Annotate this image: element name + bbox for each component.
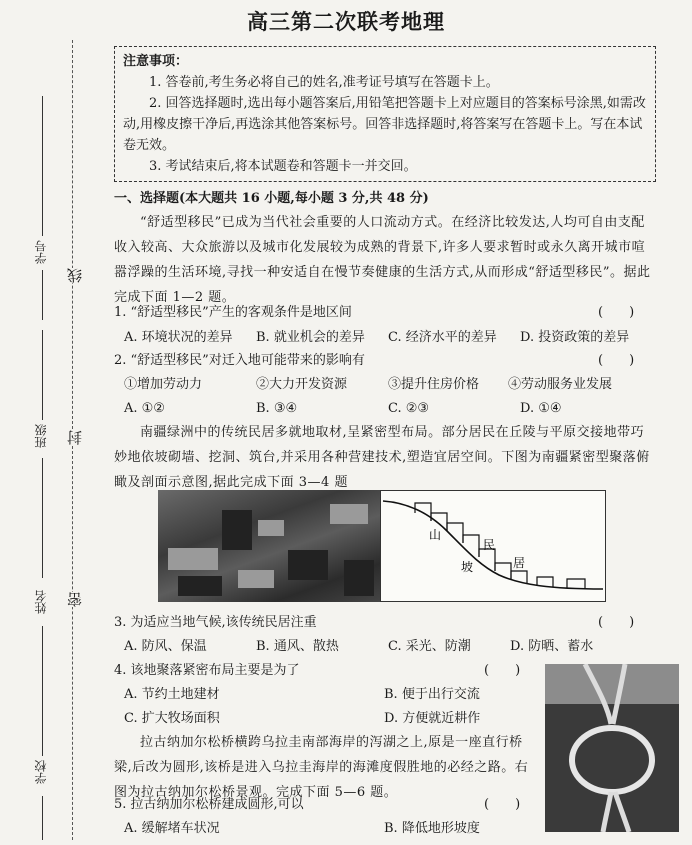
- question-5-stem: 5. 拉古纳加尔松桥建成圆形,可以: [114, 797, 304, 812]
- answer-paren: ( ): [598, 353, 635, 368]
- school-label: 学校: [34, 760, 48, 784]
- option-d: D. 投资政策的差异: [520, 330, 630, 345]
- statement-3: ③提升住房价格: [388, 377, 480, 392]
- blank-line: [42, 270, 43, 320]
- student-id-blank: [42, 96, 43, 236]
- option-c: C. ②③: [388, 401, 430, 416]
- statement-4: ④劳动服务业发展: [508, 377, 613, 392]
- school-blank: [42, 796, 43, 840]
- statement-1: ①增加劳动力: [124, 377, 203, 392]
- question-1-stem: 1. “舒适型移民”产生的客观条件是地区间: [114, 305, 352, 320]
- option-d: D. 方便就近耕作: [384, 711, 481, 726]
- student-id-label: 学号: [34, 240, 48, 264]
- answer-paren: ( ): [598, 615, 635, 630]
- option-c: C. 采光、防潮: [388, 639, 471, 654]
- option-a: A. ①②: [124, 401, 165, 416]
- notice-item: 1. 答卷前,考生务必将自己的姓名,准考证号填写在答题卡上。: [149, 75, 499, 90]
- class-label: 班级: [34, 424, 48, 448]
- bridge-photo-svg: [545, 664, 679, 832]
- question-2-stem: 2. “舒适型移民”对迁入地可能带来的影响有: [114, 353, 365, 368]
- diagram-label-slope: 坡: [461, 560, 474, 574]
- option-a: A. 防风、保温: [124, 639, 207, 654]
- option-b: B. 通风、散热: [256, 639, 339, 654]
- notice-box: [114, 46, 656, 182]
- diagram-label-mountain: 山: [429, 528, 442, 542]
- passage-2: 南疆绿洲中的传统民居多就地取材,呈紧密型布局。部分居民在丘陵与平原交接地带巧妙地依坡砌墙、挖洞、筑台,并采用各种营建技术,塑造宜居空间。下图为南疆紧密型聚落俯瞰及剖面示意图,据此完成下面 3—4 题: [114, 425, 650, 490]
- option-d: D. 防晒、蓄水: [510, 639, 594, 654]
- settlement-cross-section-diagram: [380, 490, 606, 602]
- bridge-photo: [545, 664, 679, 832]
- notice-item: 3. 考试结束后,将本试题卷和答题卡一并交回。: [149, 159, 417, 174]
- option-a: A. 环境状况的差异: [124, 330, 233, 345]
- cross-section-svg: [381, 491, 605, 601]
- class-blank: [42, 330, 43, 420]
- cut-mark-line: 线: [66, 268, 84, 283]
- name-label: 姓名: [34, 590, 48, 614]
- option-b: B. 便于出行交流: [384, 687, 480, 702]
- passage-3: 拉古纳加尔松桥横跨乌拉圭南部海岸的泻湖之上,原是一座直行桥梁,后改为圆形,该桥是进入乌拉圭海岸的海滩度假胜地的必经之路。右图为拉古纳加尔松桥景观。完成下面 5—6 题。: [114, 735, 529, 800]
- option-c: C. 扩大牧场面积: [124, 711, 220, 726]
- statement-2: ②大力开发资源: [256, 377, 348, 392]
- option-a: A. 节约土地建材: [124, 687, 220, 702]
- answer-paren: ( ): [484, 797, 521, 812]
- option-b: B. ③④: [256, 401, 298, 416]
- option-b: B. 降低地形坡度: [384, 821, 480, 836]
- binding-margin: [10, 0, 100, 845]
- answer-paren: ( ): [484, 663, 521, 678]
- answer-paren: ( ): [598, 305, 635, 320]
- section-heading: 一、选择题(本大题共 16 小题,每小题 3 分,共 48 分): [114, 191, 429, 206]
- cut-mark-secret: 密: [66, 592, 84, 607]
- notice-heading: 注意事项：: [123, 54, 189, 69]
- option-c: C. 经济水平的差异: [388, 330, 497, 345]
- exam-title: 高三第二次联考地理: [247, 9, 445, 34]
- question-4-stem: 4. 该地聚落紧密布局主要是为了: [114, 663, 300, 678]
- name-blank: [42, 626, 43, 756]
- option-d: D. ①④: [520, 401, 562, 416]
- diagram-label-ju: 居: [513, 556, 526, 570]
- cut-mark-seal: 封: [66, 430, 84, 445]
- notice-item: 2. 回答选择题时,选出每小题答案后,用铅笔把答题卡上对应题目的答案标号涂黑,如需改动,用橡皮擦干净后,再选涂其他答案标号。回答非选择题时,将答案写在答题卡上。写在本试卷无效。: [123, 96, 646, 153]
- option-a: A. 缓解堵车状况: [124, 821, 220, 836]
- passage-1: “舒适型移民”已成为当代社会重要的人口流动方式。在经济比较发达,人均可自由支配收入较高、大众旅游以及城市化发展较为成熟的背景下,许多人要求暂时或永久离开城市喧嚣浮躁的生活环境,寻找一种安适自在慢节奏健康的生活方式,从而形成“舒适型移民”。据此完成下面 1—2 题。: [114, 215, 651, 305]
- settlement-aerial-photo: [158, 490, 380, 602]
- option-b: B. 就业机会的差异: [256, 330, 365, 345]
- blank-line: [42, 458, 43, 578]
- question-3-stem: 3. 为适应当地气候,该传统民居注重: [114, 615, 317, 630]
- diagram-label-min: 民: [483, 538, 496, 552]
